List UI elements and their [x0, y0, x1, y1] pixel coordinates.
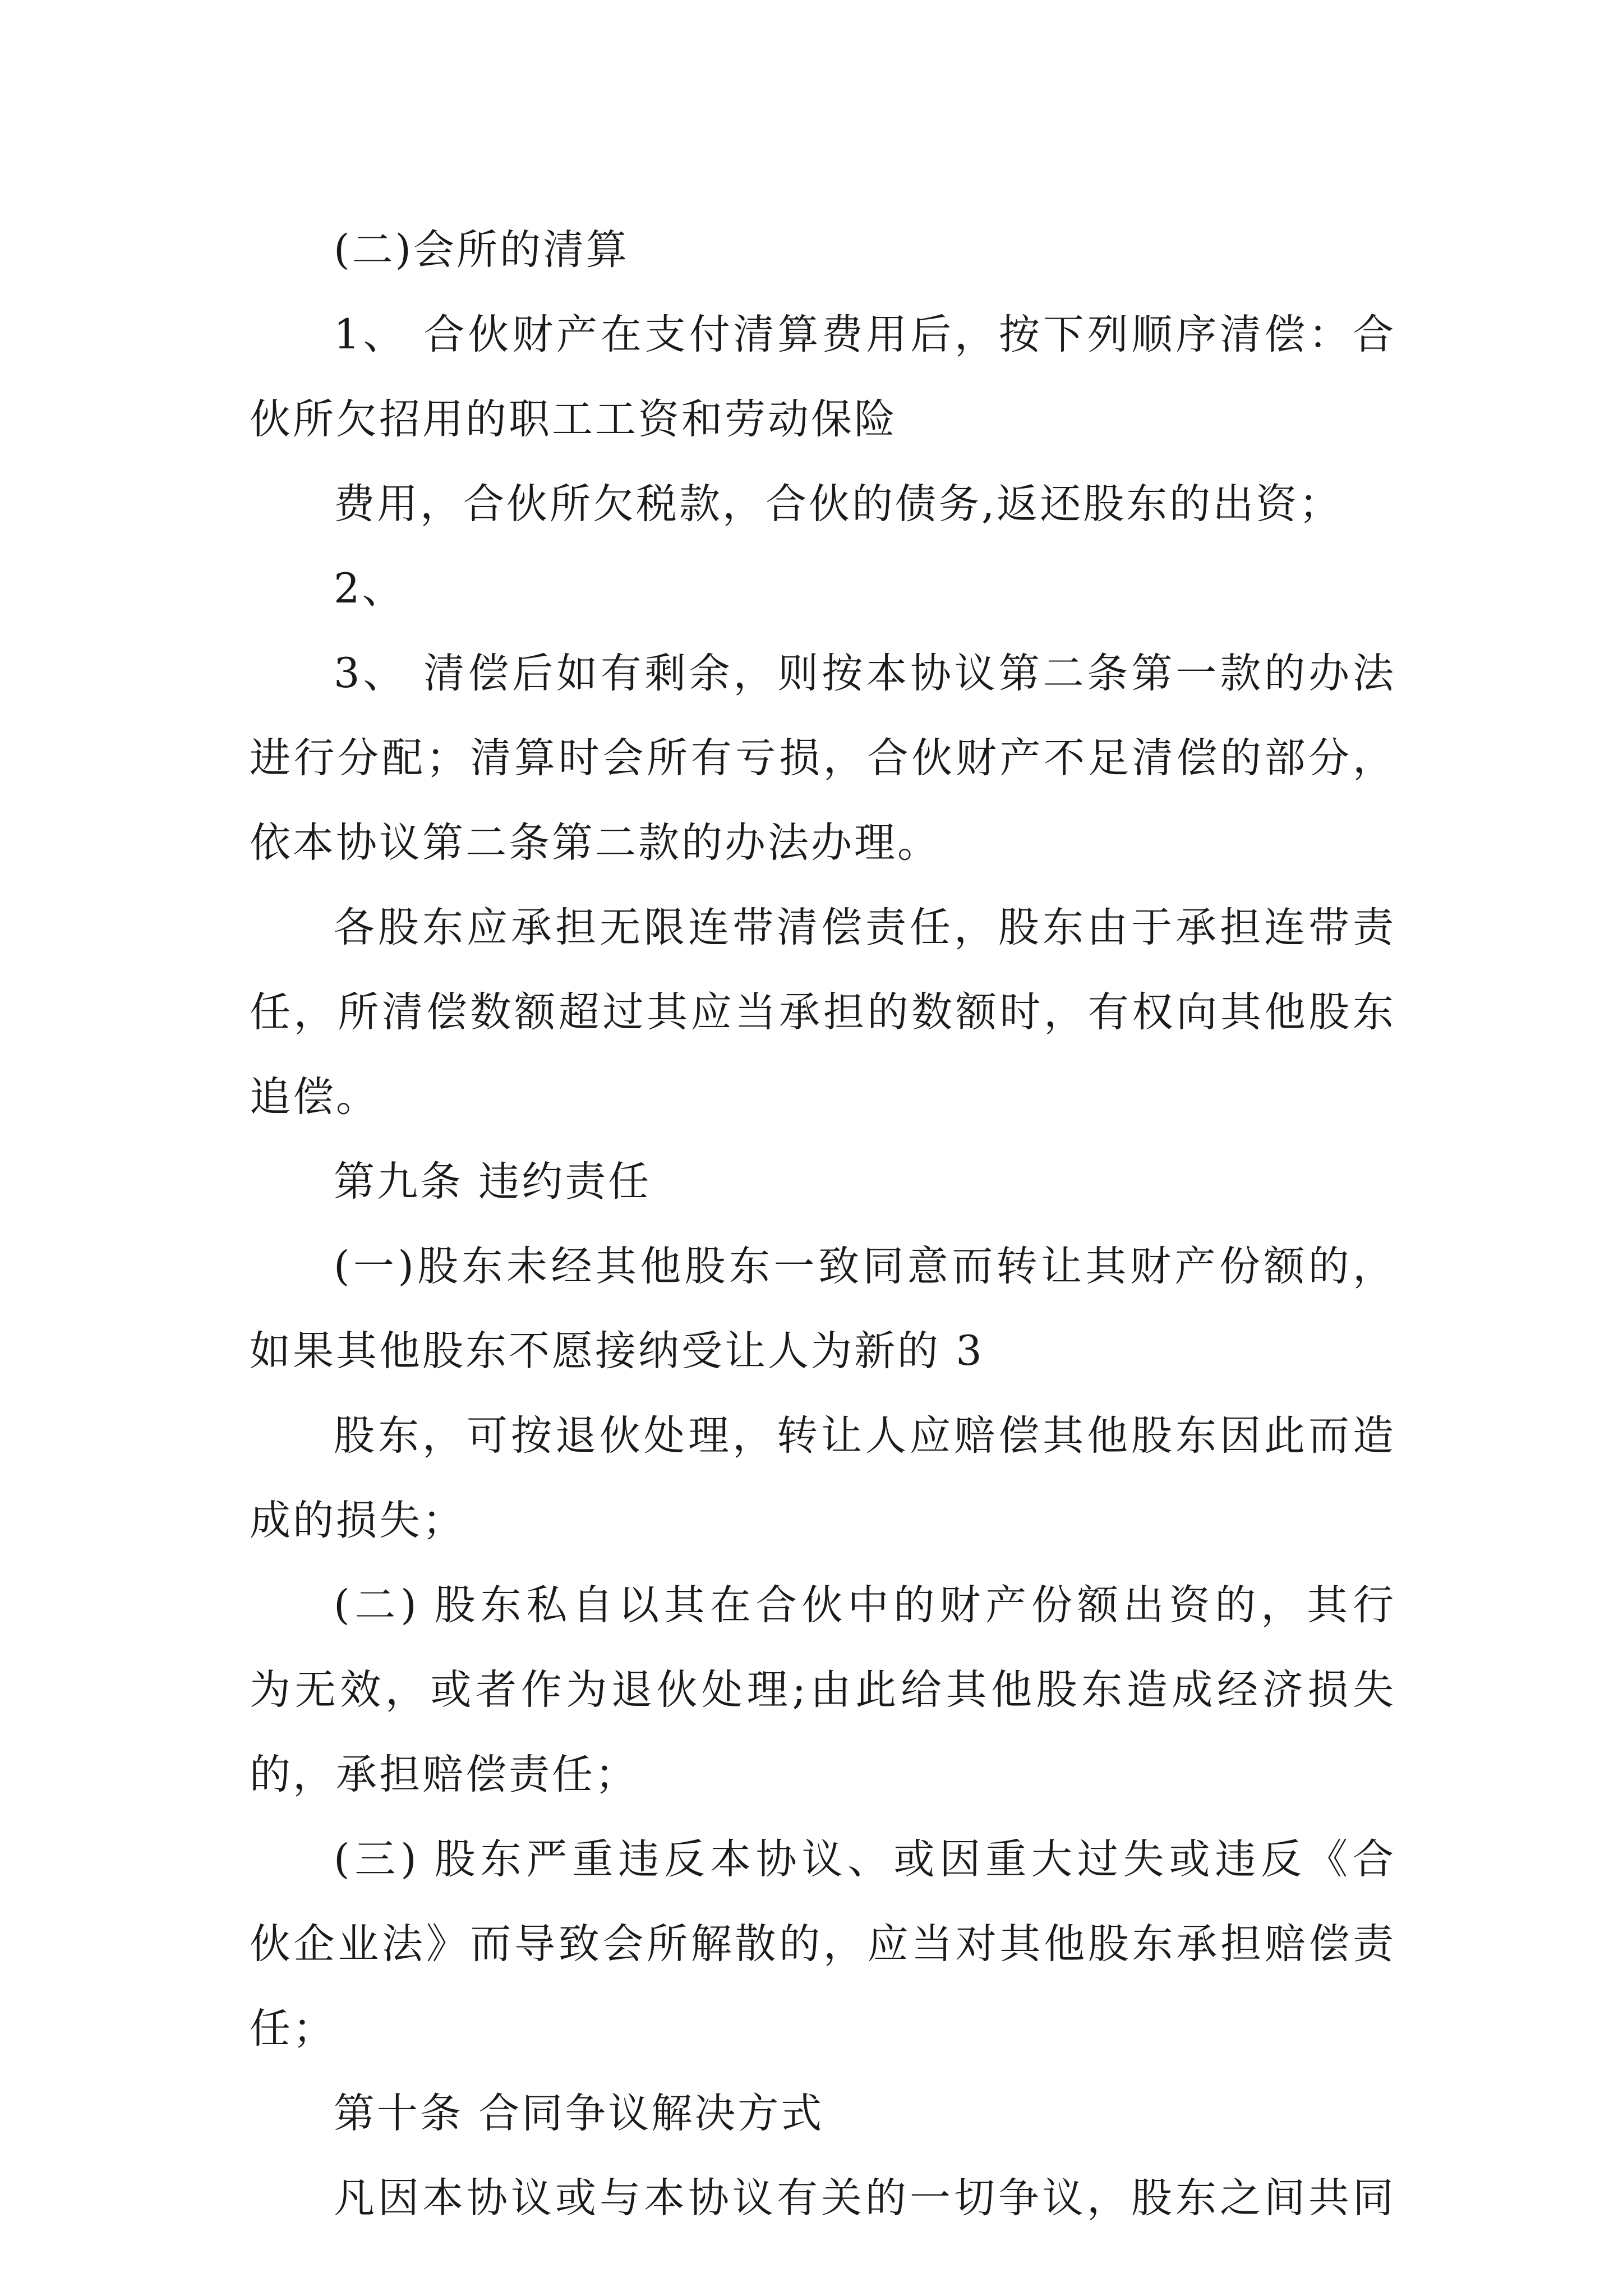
paragraph-line: 依本协议第二条第二款的办法办理。 [250, 819, 940, 867]
paragraph-line: 任，所清偿数额超过其应当承担的数额时，有权向其他股东 [250, 988, 1394, 1036]
paragraph-line: (二) 股东私自以其在合伙中的财产份额出资的，其行 [334, 1581, 1394, 1629]
paragraph-line: 1、 合伙财产在支付清算费用后，按下列顺序清偿：合 [334, 311, 1394, 358]
paragraph-line: 如果其他股东不愿接纳受让人为新的 3 [250, 1327, 984, 1375]
paragraph-line: (三) 股东严重违反本协议、或因重大过失或违反《合 [334, 1835, 1394, 1883]
article-heading-breach: 第九条 违约责任 [334, 1158, 652, 1205]
paragraph-line: 伙所欠招用的职工工资和劳动保险 [250, 395, 897, 443]
paragraph-line: 任； [250, 2005, 336, 2053]
paragraph-line: 为无效，或者作为退伙处理;由此给其他股东造成经济损失 [250, 1666, 1394, 1714]
document-body [250, 208, 1394, 2240]
list-number: 2、 [334, 565, 405, 613]
paragraph-line: 成的损失； [250, 1497, 465, 1544]
paragraph-line: 3、 清偿后如有剩余，则按本协议第二条第一款的办法 [334, 650, 1394, 697]
paragraph-line: 各股东应承担无限连带清偿责任，股东由于承担连带责 [334, 904, 1394, 951]
paragraph-line: 股东，可按退伙处理，转让人应赔偿其他股东因此而造 [334, 1412, 1394, 1460]
paragraph-line: 进行分配；清算时会所有亏损，合伙财产不足清偿的部分， [250, 734, 1394, 782]
article-heading-dispute: 第十条 合同争议解决方式 [334, 2090, 824, 2137]
section-heading-liquidation: (二)会所的清算 [334, 226, 629, 274]
paragraph-line: 追偿。 [250, 1073, 379, 1121]
paragraph-line: 伙企业法》而导致会所解散的，应当对其他股东承担赔偿责 [250, 1920, 1394, 1968]
paragraph-line: 凡因本协议或与本协议有关的一切争议，股东之间共同 [334, 2174, 1394, 2222]
paragraph-line: (一)股东未经其他股东一致同意而转让其财产份额的， [334, 1243, 1394, 1290]
paragraph-line: 的，承担赔偿责任； [250, 1751, 638, 1798]
paragraph-line: 费用，合伙所欠税款，合伙的债务,返还股东的出资； [334, 480, 1343, 528]
